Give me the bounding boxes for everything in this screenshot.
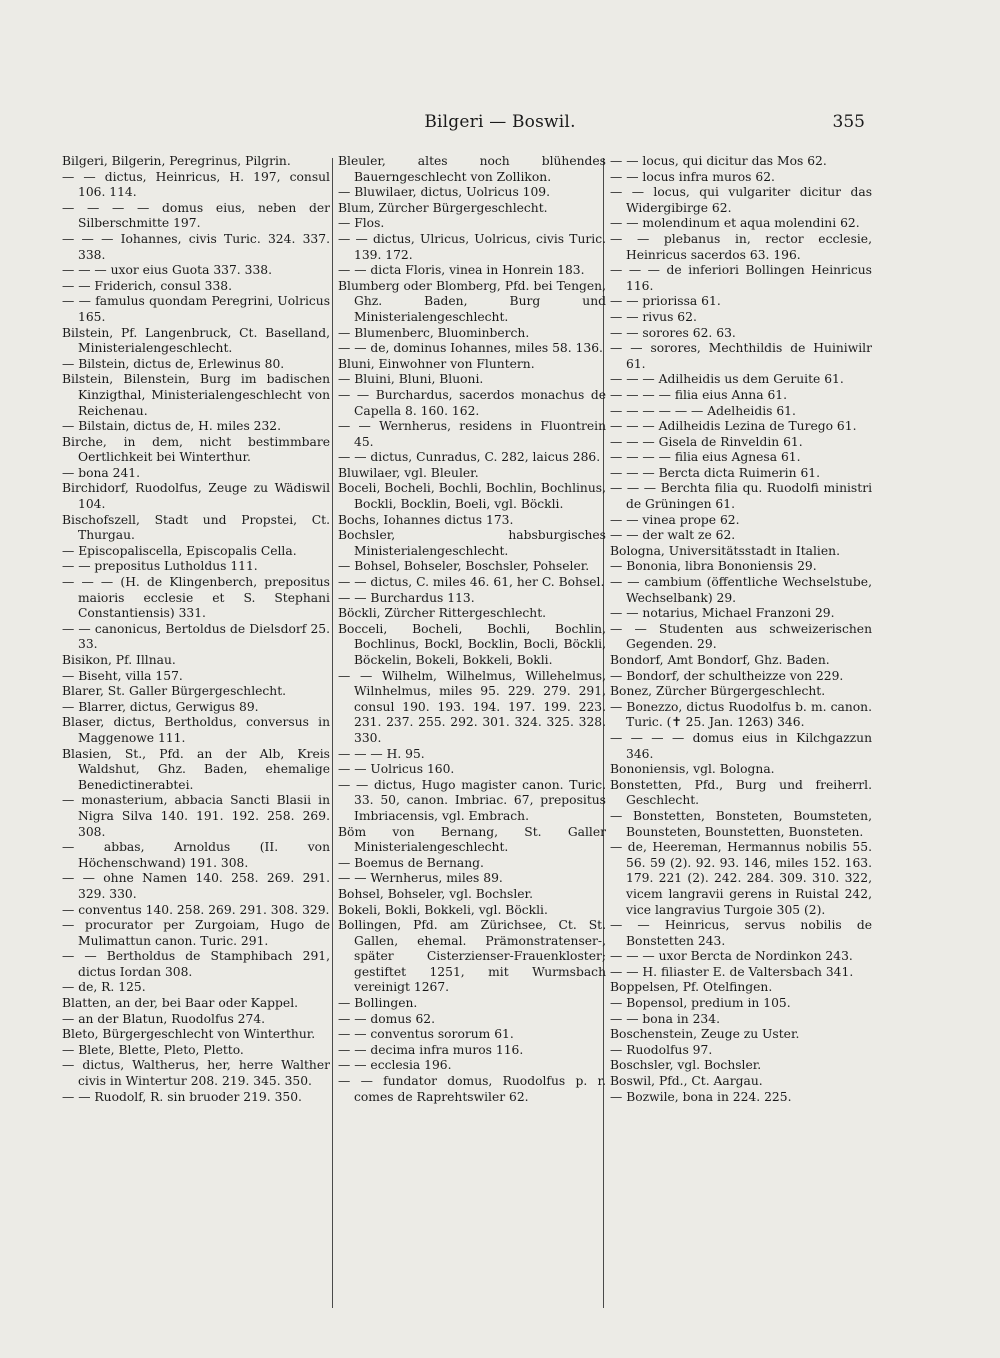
index-entry: Bisikon, Pf. Illnau.	[62, 653, 176, 667]
index-entry: Bocceli, Bocheli, Bochli, Bochlin, Bochlinus, Bockl, Bocklin, Bocli, Böckli, Böckelin, Bokeli, Bokkeli, Bokli.	[338, 621, 606, 667]
index-entry: — — sorores, Mechthildis de Huiniwilr 61.	[610, 341, 872, 371]
index-entry: — — prepositus Lutholdus 111.	[62, 559, 258, 574]
index-entry: — — conventus sororum 61.	[338, 1027, 514, 1042]
index-entry: — — der walt ze 62.	[610, 528, 736, 543]
index-entry: — — Friderich, consul 338.	[62, 278, 233, 293]
index-entry: — — Wernherus, miles 89.	[338, 871, 503, 886]
index-entry: — Bohsel, Bohseler, Boschsler, Pohseler.	[338, 559, 590, 574]
index-entry: — — H. filiaster E. de Valtersbach 341.	[610, 964, 854, 979]
index-entry: — — locus, qui vulgariter dicitur das Widergibirge 62.	[610, 185, 872, 215]
index-entry: Boceli, Bocheli, Bochli, Bochlin, Bochlinus, Bockli, Bocklin, Boeli, vgl. Böckli.	[338, 481, 606, 512]
index-entry: — — — (H. de Klingenberch, prepositus maioris ecclesie et S. Stephani Constantiensis) 331.	[62, 575, 330, 621]
index-entry: Boswil, Pfd., Ct. Aargau.	[610, 1074, 763, 1089]
index-entry: — — de, dominus Iohannes, miles 58. 136.	[338, 341, 603, 356]
index-entry: Bochsler, habsburgisches Ministerialengeschlecht.	[338, 528, 606, 558]
index-entry: Bluwilaer, vgl. Bleuler.	[338, 465, 479, 480]
index-entry: Bleuler, altes noch blühendes Bauerngeschlecht von Zollikon.	[338, 154, 606, 184]
index-entry: — — Wernherus, residens in Fluontrein 45.	[338, 419, 606, 449]
index-entry: — — locus, qui dicitur das Mos 62.	[610, 154, 827, 168]
page-number: 355	[832, 112, 865, 132]
index-entry: Bonstetten, Pfd., Burg und freiherrl. Geschlecht.	[610, 777, 872, 808]
index-entry: — conventus 140. 258. 269. 291. 308. 329.	[62, 902, 330, 917]
index-entry: — — canonicus, Bertoldus de Dielsdorf 25. 33.	[62, 621, 330, 652]
index-entry: Bondorf, Amt Bondorf, Ghz. Baden.	[610, 653, 830, 667]
index-entry: — Bopensol, predium in 105.	[610, 996, 791, 1011]
index-entry: — — — Adilheidis us dem Geruite 61.	[610, 372, 844, 387]
index-entry: — Bondorf, der schultheizze von 229.	[610, 668, 844, 683]
index-entry: — — — Gisela de Rinveldin 61.	[610, 434, 803, 449]
index-entry: Bononiensis, vgl. Bologna.	[610, 762, 775, 777]
index-entry: — de, R. 125.	[62, 980, 146, 995]
index-entry: Bochs, Iohannes dictus 173.	[338, 512, 514, 527]
index-entry: — — molendinum et aqua molendini 62.	[610, 216, 860, 231]
index-entry: Bischofszell, Stadt und Propstei, Ct. Thurgau.	[62, 512, 330, 543]
index-entry: Bilstein, Bilenstein, Burg im badischen Kinzigthal, Ministerialengeschlecht von Reichenau.	[62, 372, 330, 418]
index-entry: — Bilstain, dictus de, H. miles 232.	[62, 419, 282, 434]
index-entry: — — — — filia eius Anna 61.	[610, 387, 787, 402]
index-column-2	[338, 154, 606, 1105]
index-entry: Boschenstein, Zeuge zu Uster.	[610, 1027, 800, 1042]
index-entry: — abbas, Arnoldus (II. von Höchenschwand) 191. 308.	[62, 840, 330, 870]
index-entry: Bonez, Zürcher Bürgergeschlecht.	[610, 684, 826, 699]
index-entry: — Ruodolfus 97.	[610, 1042, 713, 1057]
index-entry: — Flos.	[338, 216, 385, 231]
index-entry: — Boemus de Bernang.	[338, 855, 484, 870]
index-entry: Bokeli, Bokli, Bokkeli, vgl. Böckli.	[338, 902, 548, 917]
index-entry: — — — — filia eius Agnesa 61.	[610, 450, 801, 465]
index-entry: Bollingen, Pfd. am Zürichsee, Ct. St. Gallen, ehemal. Prämonstratenser-, später Cisterzienser-Frauenkloster; gestiftet 1251, mit Wurmsbach vereinigt 1267.	[338, 918, 606, 995]
index-entry: — Episcopaliscella, Episcopalis Cella.	[62, 543, 297, 558]
index-entry: — de, Heereman, Hermannus nobilis 55. 56. 59 (2). 92. 93. 146, miles 152. 163. 179. 221 (2). 242. 284. 309. 310. 322, vicem langravii gerens in Ruistal 242, vice langravius Turgoie 305 (2).	[610, 840, 872, 917]
index-entry: Bohsel, Bohseler, vgl. Bochsler.	[338, 886, 533, 901]
index-entry: Birche, in dem, nicht bestimmbare Oertlichkeit bei Winterthur.	[62, 434, 330, 465]
index-entry: — — Studenten aus schweizerischen Gegenden. 29.	[610, 621, 872, 652]
index-entry: — — Burchardus 113.	[338, 590, 475, 605]
index-entry: — Bonstetten, Bonsteten, Boumsteten, Bounsteten, Bounstetten, Buonsteten.	[610, 808, 872, 839]
index-entry: — Biseht, villa 157.	[62, 668, 183, 683]
index-entry: — — — Iohannes, civis Turic. 324. 337. 338.	[62, 231, 330, 262]
index-entry: — — Bertholdus de Stamphibach 291, dictus Iordan 308.	[62, 949, 330, 979]
index-entry: Bilstein, Pf. Langenbruck, Ct. Baselland, Ministerialengeschlecht.	[62, 325, 330, 356]
index-entry: — — famulus quondam Peregrini, Uolricus 165.	[62, 294, 330, 324]
index-entry: Blatten, an der, bei Baar oder Kappel.	[62, 996, 299, 1011]
index-column-1	[62, 154, 330, 1105]
index-entry: — — — uxor eius Guota 337. 338.	[62, 263, 273, 278]
index-entry: — — dictus, C. miles 46. 61, her C. Bohsel.	[338, 575, 605, 590]
index-entry: — Bononia, libra Bononiensis 29.	[610, 559, 817, 574]
index-entry: — — Wilhelm, Wilhelmus, Willehelmus, Wilnhelmus, miles 95. 229. 279. 291, consul 190. 193. 194. 197. 199. 223. 231. 237. 255. 292. 301. 324. 325. 328. 330.	[338, 668, 606, 745]
index-entry: — — — uxor Bercta de Nordinkon 243.	[610, 949, 853, 964]
index-entry: — — ohne Namen 140. 258. 269. 291. 329. 330.	[62, 871, 330, 901]
index-entry: — Bilstein, dictus de, Erlewinus 80.	[62, 356, 285, 371]
index-entry: — — — — — — Adelheidis 61.	[610, 403, 796, 418]
index-entry: — — sorores 62. 63.	[610, 325, 736, 340]
index-entry: — — dictus, Ulricus, Uolricus, civis Turic. 139. 172.	[338, 231, 606, 262]
index-entry: Bluni, Einwohner von Fluntern.	[338, 356, 535, 371]
index-entry: — Bluwilaer, dictus, Uolricus 109.	[338, 185, 551, 200]
index-entry: Birchidorf, Ruodolfus, Zeuge zu Wädiswil 104.	[62, 481, 330, 512]
index-entry: — — notarius, Michael Franzoni 29.	[610, 606, 835, 621]
index-entry: Blarer, St. Galler Bürgergeschlecht.	[62, 684, 287, 699]
index-entry: — — dictus, Heinricus, H. 197, consul 106. 114.	[62, 169, 330, 200]
index-entry: — — locus infra muros 62.	[610, 169, 775, 184]
index-entry: — — fundator domus, Ruodolfus p. r. comes de Raprehtswiler 62.	[338, 1074, 606, 1104]
index-entry: Bleto, Bürgergeschlecht von Winterthur.	[62, 1027, 316, 1042]
index-entry: — — Ruodolf, R. sin bruoder 219. 350.	[62, 1089, 302, 1104]
index-entry: — — — H. 95.	[338, 746, 425, 761]
index-entry: — — dicta Floris, vinea in Honrein 183.	[338, 263, 585, 278]
index-entry: — — vinea prope 62.	[610, 512, 740, 527]
index-entry: — monasterium, abbacia Sancti Blasii in Nigra Silva 140. 191. 192. 258. 269. 308.	[62, 793, 330, 839]
index-entry: Blum, Zürcher Bürgergeschlecht.	[338, 200, 548, 215]
index-entry: Boppelsen, Pf. Otelfingen.	[610, 980, 773, 995]
index-entry: Blaser, dictus, Bertholdus, conversus in Maggenowe 111.	[62, 715, 330, 745]
column-rule	[332, 158, 333, 1308]
index-entry: — Blarrer, dictus, Gerwigus 89.	[62, 699, 259, 714]
index-entry: — — — Bercta dicta Ruimerin 61.	[610, 465, 820, 480]
index-entry: — — bona in 234.	[610, 1011, 720, 1026]
index-entry: Bologna, Universitätsstadt in Italien.	[610, 543, 840, 558]
running-head: Bilgeri — Boswil.	[424, 112, 576, 132]
index-entry: — — Uolricus 160.	[338, 762, 455, 777]
index-entry: Böckli, Zürcher Rittergeschlecht.	[338, 606, 547, 621]
index-entry: — Bluini, Bluni, Bluoni.	[338, 372, 484, 387]
index-entry: — — — — domus eius in Kilchgazzun 346.	[610, 730, 872, 761]
index-entry: — — dictus, Cunradus, C. 282, laicus 286.	[338, 450, 601, 465]
index-entry: Boschsler, vgl. Bochsler.	[610, 1058, 762, 1073]
index-entry: — Blumenberc, Bluominberch.	[338, 325, 530, 340]
index-entry: Bilgeri, Bilgerin, Peregrinus, Pilgrin.	[62, 154, 291, 168]
index-entry: — — — — domus eius, neben der Silberschmitte 197.	[62, 200, 330, 231]
index-entry: — Blete, Blette, Pleto, Pletto.	[62, 1042, 244, 1057]
index-entry: — Bollingen.	[338, 996, 418, 1011]
index-entry: — — Burchardus, sacerdos monachus de Capella 8. 160. 162.	[338, 387, 606, 418]
index-entry: — — dictus, Hugo magister canon. Turic. 33. 50, canon. Imbriac. 67, prepositus Imbriacensis, vgl. Embrach.	[338, 777, 606, 823]
index-column-3	[610, 154, 872, 1105]
index-entry: — an der Blatun, Ruodolfus 274.	[62, 1011, 266, 1026]
index-entry: — procurator per Zurgoiam, Hugo de Mulimattun canon. Turic. 291.	[62, 918, 330, 948]
index-entry: — — priorissa 61.	[610, 294, 721, 309]
index-entry: — dictus, Waltherus, her, herre Walther civis in Wintertur 208. 219. 345. 350.	[62, 1058, 330, 1089]
index-entry: — — — Adilheidis Lezina de Turego 61.	[610, 419, 857, 434]
index-entry: — — — Berchta filia qu. Ruodolfi ministri de Grüningen 61.	[610, 481, 872, 512]
index-entry: Böm von Bernang, St. Galler Ministerialengeschlecht.	[338, 824, 606, 855]
index-entry: — — plebanus in, rector ecclesie, Heinricus sacerdos 63. 196.	[610, 231, 872, 262]
index-entry: — Bozwile, bona in 224. 225.	[610, 1089, 792, 1104]
index-entry: Blasien, St., Pfd. an der Alb, Kreis Waldshut, Ghz. Baden, ehemalige Benedictinerabtei.	[62, 746, 330, 792]
index-entry: — — domus 62.	[338, 1011, 436, 1026]
index-entry: — bona 241.	[62, 465, 141, 480]
index-entry: — — cambium (öffentliche Wechselstube, Wechselbank) 29.	[610, 575, 872, 605]
index-entry: — Bonezzo, dictus Ruodolfus b. m. canon. Turic. (✝ 25. Jan. 1263) 346.	[610, 699, 872, 730]
index-entry: — — rivus 62.	[610, 309, 697, 324]
index-entry: — — Heinricus, servus nobilis de Bonstetten 243.	[610, 918, 872, 948]
index-entry: — — — de inferiori Bollingen Heinricus 116.	[610, 263, 872, 293]
index-entry: — — decima infra muros 116.	[338, 1042, 524, 1057]
index-entry: Blumberg oder Blomberg, Pfd. bei Tengen, Ghz. Baden, Burg und Ministerialengeschlecht.	[338, 278, 606, 324]
index-entry: — — ecclesia 196.	[338, 1058, 452, 1073]
